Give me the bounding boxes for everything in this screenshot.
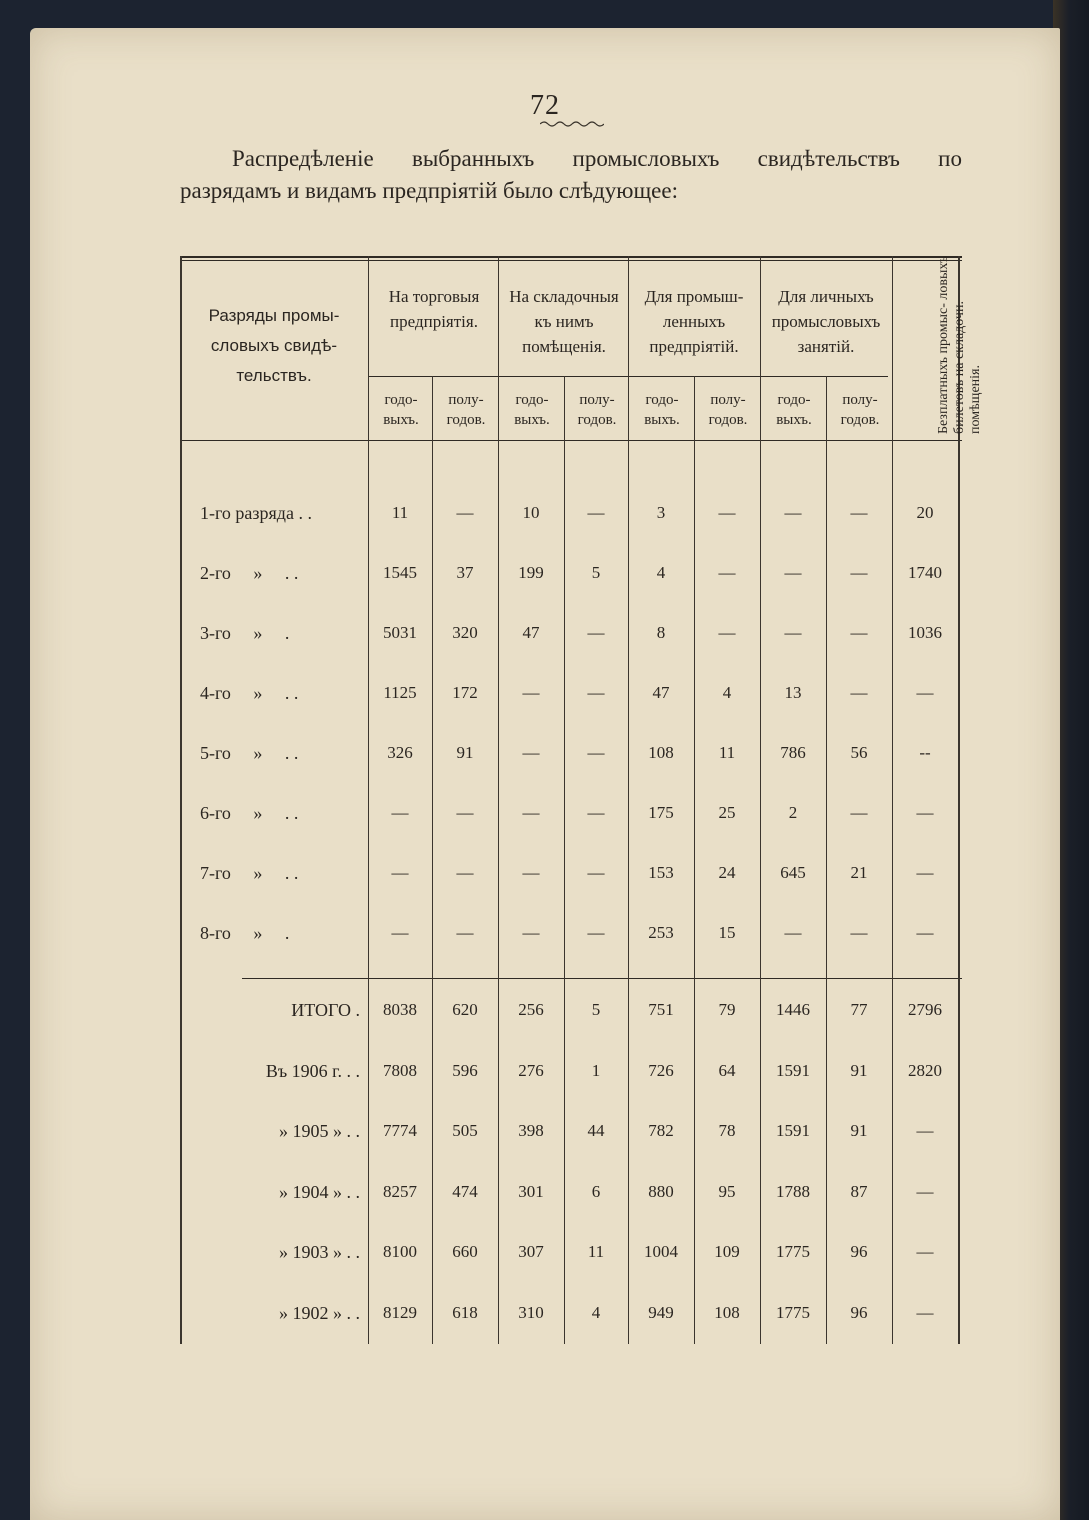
header-bottom-rule: [180, 440, 962, 441]
table-row-label: 3-го » .: [200, 623, 290, 643]
table-cell: 153: [648, 863, 674, 882]
col-divider-5: [628, 256, 629, 1344]
table-cell: 64: [718, 1060, 736, 1080]
table-cell: —: [850, 923, 868, 942]
table-cell: 78: [718, 1121, 736, 1140]
table-cell: 13: [784, 683, 802, 702]
group-header-industrial: Для промыш- ленныхъ предпріятій.: [644, 287, 744, 356]
sub-yearly: годо- выхъ.: [644, 392, 680, 428]
table-cell: 253: [648, 923, 674, 942]
totals-rule: [242, 978, 962, 979]
table-cell: 276: [518, 1060, 544, 1080]
table-cell: 21: [850, 863, 868, 882]
table-cell: 2820: [908, 1060, 942, 1080]
table-cell: 1545: [383, 563, 417, 582]
total-row-label: » 1902 » . .: [279, 1302, 360, 1323]
table-top-rule: [180, 256, 962, 258]
table-row-label: 1-го разряда . .: [200, 503, 312, 523]
table-row-label: 6-го » . .: [200, 803, 299, 823]
table-cell: 645: [780, 863, 806, 882]
table-cell: 7808: [383, 1060, 417, 1080]
table-cell: 77: [850, 1000, 868, 1019]
table-cell: —: [718, 563, 736, 582]
table-cell: 91: [850, 1121, 868, 1140]
table-cell: —: [587, 623, 605, 642]
table-cell: 6: [591, 1181, 601, 1201]
table-row-label: 5-го » . .: [200, 743, 299, 763]
table-cell: 11: [718, 743, 736, 762]
table-cell: —: [391, 923, 409, 942]
table-cell: 618: [452, 1302, 478, 1322]
intro-paragraph: [180, 143, 962, 207]
table-row-label: 7-го » . .: [200, 863, 299, 883]
table-cell: 44: [587, 1121, 605, 1140]
table-cell: —: [587, 803, 605, 822]
table-cell: 79: [718, 1000, 736, 1019]
col-divider-7: [760, 256, 761, 1344]
table-cell: 172: [452, 683, 478, 702]
table-cell: —: [718, 623, 736, 642]
table-left-border: [180, 256, 182, 1344]
table-cell: 596: [452, 1060, 478, 1080]
table-cell: 4: [656, 563, 666, 582]
table-cell: 5031: [383, 623, 417, 642]
table-cell: —: [784, 623, 802, 642]
table-cell: 25: [718, 803, 736, 822]
table-cell: 1591: [776, 1060, 810, 1080]
table-cell: 880: [648, 1181, 674, 1201]
table-cell: 47: [652, 683, 670, 702]
table-cell: 37: [456, 563, 474, 582]
table-cell: 5: [591, 563, 601, 582]
ornament-wave: [540, 120, 604, 128]
table-cell: —: [850, 503, 868, 522]
table-cell: 1591: [776, 1121, 810, 1140]
table-cell: 660: [452, 1242, 478, 1261]
table-cell: 2: [788, 803, 798, 822]
col-divider-2: [432, 376, 433, 1344]
table-cell: 11: [587, 1242, 605, 1261]
table-cell: 398: [518, 1121, 544, 1140]
table-cell: 949: [648, 1302, 674, 1322]
table-cell: 8: [656, 623, 666, 642]
table-cell: —: [522, 743, 540, 762]
table-cell: —: [587, 923, 605, 942]
table-cell: 95: [718, 1181, 736, 1201]
table-cell: 307: [518, 1242, 544, 1261]
table-row-label: 2-го » . .: [200, 563, 299, 583]
table-cell: —: [916, 923, 934, 942]
statistics-table: [180, 255, 983, 1344]
total-row-label: Въ 1906 г. . .: [265, 1060, 360, 1081]
sub-yearly: годо- выхъ.: [776, 392, 812, 428]
group-header-personal: Для личныхъ промысловыхъ занятій.: [771, 287, 881, 356]
table-cell: 505: [452, 1121, 478, 1140]
intro-line-2: разрядамъ и видамъ предпріятій было слѣдующее:: [180, 178, 678, 203]
table-cell: —: [456, 863, 474, 882]
table-cell: —: [916, 863, 934, 882]
total-row-label: » 1904 » . .: [279, 1181, 360, 1202]
table-cell: 7774: [383, 1121, 417, 1140]
sub-half: полу- годов.: [708, 392, 748, 428]
table-cell: —: [522, 803, 540, 822]
table-cell: 10: [522, 503, 540, 522]
table-cell: —: [587, 683, 605, 702]
page-number: 72: [530, 90, 560, 121]
table-cell: 11: [391, 503, 409, 522]
table-cell: —: [522, 683, 540, 702]
col-divider-3: [498, 256, 499, 1344]
table-cell: —: [718, 503, 736, 522]
table-cell: —: [391, 863, 409, 882]
document-page: [30, 28, 1060, 1520]
table-cell: —: [916, 1242, 934, 1261]
table-cell: 8100: [383, 1242, 417, 1261]
table-cell: —: [456, 923, 474, 942]
table-cell: —: [850, 683, 868, 702]
side-header: Разряды промы- словыхъ свидѣ- тельствъ.: [208, 306, 340, 385]
table-cell: —: [784, 563, 802, 582]
last-column-header: Безплатныхъ промыс- ловыхъ билетовъ на складочн. помѣщенія.: [936, 255, 983, 434]
table-cell: 108: [714, 1302, 740, 1322]
table-cell: 301: [518, 1181, 544, 1201]
table-cell: 1740: [908, 563, 942, 582]
table-cell: 1004: [644, 1242, 678, 1261]
table-cell: —: [850, 803, 868, 822]
table-cell: 726: [648, 1060, 674, 1080]
table-cell: —: [916, 803, 934, 822]
col-divider-6: [694, 376, 695, 1344]
sub-yearly: годо- выхъ.: [383, 392, 419, 428]
sub-half: полу- годов.: [446, 392, 486, 428]
table-cell: —: [850, 623, 868, 642]
table-cell: 620: [452, 1000, 478, 1019]
table-cell: 310: [518, 1302, 544, 1322]
table-cell: 20: [916, 503, 934, 522]
table-cell: —: [587, 863, 605, 882]
intro-line-1: Распредѣленіе выбранныхъ промысловыхъ свидѣтельствъ по: [232, 146, 962, 171]
table-cell: 4: [722, 683, 732, 702]
table-cell: 1775: [776, 1302, 810, 1322]
table-top-rule-2: [180, 260, 962, 261]
table-cell: 91: [850, 1060, 868, 1080]
table-cell: —: [784, 503, 802, 522]
table-cell: 326: [387, 743, 413, 762]
table-cell: 47: [522, 623, 540, 642]
table-cell: 175: [648, 803, 674, 822]
table-cell: 199: [518, 563, 544, 582]
table-cell: —: [456, 803, 474, 822]
table-cell: —: [850, 563, 868, 582]
total-row-label: ИТОГО .: [291, 1000, 360, 1020]
table-cell: 87: [850, 1181, 868, 1201]
table-row-label: 8-го » .: [200, 923, 290, 943]
total-row-label: » 1903 » . .: [279, 1242, 360, 1262]
group-header-storage: На складочныя къ нимъ помѣщенія.: [509, 287, 619, 356]
table-cell: 786: [780, 743, 806, 762]
table-cell: —: [522, 863, 540, 882]
table-cell: —: [916, 1121, 934, 1140]
table-cell: 91: [456, 743, 474, 762]
table-cell: 109: [714, 1242, 740, 1261]
table-cell: 56: [850, 743, 868, 762]
table-cell: 5: [591, 1000, 601, 1019]
table-cell: 782: [648, 1121, 674, 1140]
col-divider-9: [892, 256, 893, 1344]
group-header-trade: На торговыя предпріятія.: [388, 287, 480, 331]
table-cell: —: [784, 923, 802, 942]
table-cell: 474: [452, 1181, 478, 1201]
table-cell: 4: [591, 1302, 601, 1322]
table-cell: 1125: [383, 683, 417, 702]
sub-half: полу- годов.: [577, 392, 617, 428]
table-cell: 3: [656, 503, 666, 522]
table-cell: 2796: [908, 1000, 942, 1019]
table-cell: 24: [718, 863, 736, 882]
table-cell: --: [919, 743, 931, 762]
table-cell: 8129: [383, 1302, 417, 1322]
table-cell: 15: [718, 923, 736, 942]
table-cell: —: [916, 683, 934, 702]
table-cell: —: [916, 1181, 934, 1201]
table-cell: —: [587, 503, 605, 522]
table-cell: —: [456, 503, 474, 522]
table-cell: 8038: [383, 1000, 417, 1019]
table-cell: —: [916, 1302, 934, 1322]
col-divider-8: [826, 376, 827, 1344]
table-cell: —: [587, 743, 605, 762]
table-row-label: 4-го » . .: [200, 683, 299, 703]
table-cell: 256: [518, 1000, 544, 1019]
table-cell: 1788: [776, 1181, 810, 1201]
table-cell: 96: [850, 1302, 868, 1322]
sub-yearly: годо- выхъ.: [514, 392, 550, 428]
table-cell: 1446: [776, 1000, 810, 1019]
table-cell: 108: [648, 743, 674, 762]
table-cell: 751: [648, 1000, 674, 1019]
table-cell: 320: [452, 623, 478, 642]
total-row-label: » 1905 » . .: [279, 1121, 360, 1141]
table-cell: 1775: [776, 1242, 810, 1261]
table-cell: —: [391, 803, 409, 822]
sub-half: полу- годов.: [840, 392, 880, 428]
table-cell: 96: [850, 1242, 868, 1261]
table-cell: 8257: [383, 1181, 417, 1201]
table-cell: 1: [591, 1060, 601, 1080]
table-cell: —: [522, 923, 540, 942]
table-cell: 1036: [908, 623, 942, 642]
